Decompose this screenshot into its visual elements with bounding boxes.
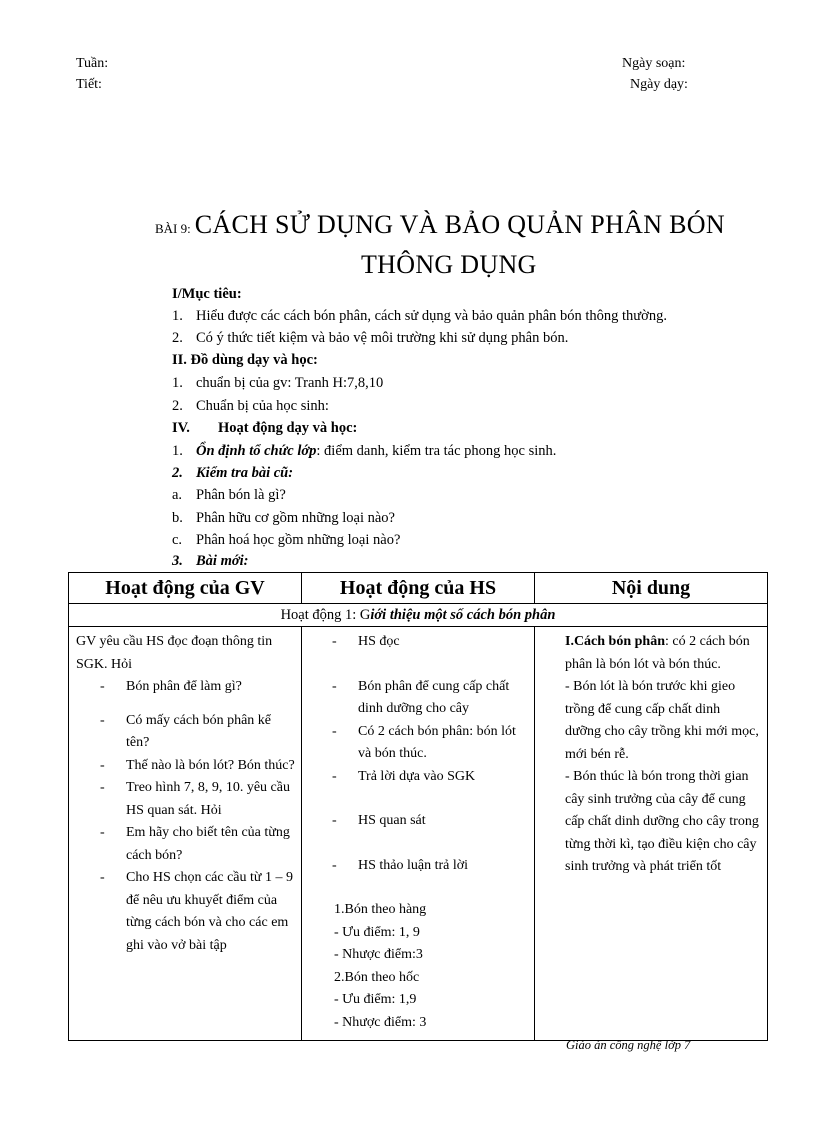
lesson-title [155,210,725,240]
question-c: c. Phân hoá học gồm những loại nào? [172,532,401,548]
content-cell [535,627,768,1041]
hs-item: - HS thảo luận trả lời [332,857,469,873]
content-basal-fertilizing: - Bón lót là bón trước khi gieo trồng để cung cấp chất dinh dưỡng cho cây trồng khi mới mọc, mới bén rễ. [565,679,759,762]
gv-item: - Em hãy cho biết tên của từng cách bón? [100,825,290,863]
week-label: Tuần: [76,56,109,71]
activity-1-subheader: Hoạt động 1: Giới thiệu một số cách bón phân [69,604,768,627]
gv-item: - Cho HS chọn các cầu từ 1 – 9 để nêu ưu khuyết điểm của từng cách bón và cho các em ghi vào vở bài tập [100,870,293,953]
header-hs: Hoạt động của HS [302,573,535,604]
gv-item: - Có mấy cách bón phân kể tên? [100,712,272,750]
page-footer: Giáo án công nghệ lớp 7 [566,1038,691,1052]
hs-item: - Bón phân để cung cấp chất dinh dưỡng cho cây [332,678,510,716]
hs-cell [302,627,535,1041]
teach-date-label: Ngày dạy: [630,77,688,92]
method-row-name: 1.Bón theo hàng [334,902,427,917]
method-hole-cons: - Nhược điểm: 3 [334,1014,427,1030]
table-subheader-row [69,604,768,627]
hs-item: - Có 2 cách bón phân: bón lót và bón thúc. [332,723,516,761]
content-top-dressing: - Bón thúc là bón trong thời gian cây sinh trưởng của cây để cung cấp chất dinh dưỡng cho cây trong từng thời kì, tạo điều kiện cho cây sinh trưởng và phát triển tốt [565,769,759,874]
method-hole-pros: - Ưu điểm: 1,9 [334,992,417,1007]
gv-intro: GV yêu cầu HS đọc đoạn thông tin SGK. Hỏi [76,634,273,672]
method-row-pros: - Ưu điểm: 1, 9 [334,924,420,940]
title-line-2: THÔNG DỤNG [361,250,537,279]
content-intro: I.Cách bón phân: có 2 cách bón phân là bón lót và bón thúc. [565,634,750,672]
activity-item-3: 3. Bài mới: [172,553,249,569]
material-item-1: 1. chuẩn bị của gv: Tranh H:7,8,10 [172,375,384,391]
method-hole-name: 2.Bón theo hốc [334,969,420,985]
hs-item: - HS quan sát [332,813,426,828]
materials-heading: II. Đồ dùng dạy và học: [172,352,318,368]
question-a: a. Phân bón là gì? [172,487,286,503]
gv-item: - Treo hình 7, 8, 9, 10. yêu cầu HS quan sát. Hỏi [100,780,290,818]
question-b: b. Phân hữu cơ gồm những loại nào? [172,510,395,526]
method-row-cons: - Nhược điểm:3 [334,947,423,962]
gv-cell [69,627,302,1041]
hs-item: - HS đọc [332,634,400,649]
activities-heading: IV. Hoạt động dạy và học: [172,420,358,436]
table-body-row [69,627,768,1041]
period-label: Tiết: [76,77,102,92]
activity-item-2: 2. Kiểm tra bài cũ: [172,465,294,481]
material-item-2: 2. Chuẩn bị của học sinh: [172,398,329,414]
hs-item: - Trả lời dựa vào SGK [332,768,476,784]
gv-item: - Bón phân để làm gì? [100,679,242,694]
title-line-1: CÁCH SỬ DỤNG VÀ BẢO QUẢN PHÂN BÓN [194,210,725,239]
table-header-row [69,573,768,604]
prep-date-label: Ngày soạn: [622,56,686,71]
objectives-heading: I/Mục tiêu: [172,286,242,302]
lesson-activity-table [68,572,768,1041]
header-content: Nội dung [535,573,768,604]
objective-item-2: 2. Có ý thức tiết kiệm và bảo vệ môi trường khi sử dụng phân bón. [172,330,569,346]
header-gv: Hoạt động của GV [69,573,302,604]
activity-item-1: 1. Ổn định tổ chức lớp: điểm danh, kiểm tra tác phong học sinh. [172,443,557,459]
lesson-prefix: BÀI 9: [155,221,191,236]
objective-item-1: 1. Hiểu được các cách bón phân, cách sử dụng và bảo quản phân bón thông thường. [172,308,667,324]
gv-item: - Thế nào là bón lót? Bón thúc? [100,757,295,773]
